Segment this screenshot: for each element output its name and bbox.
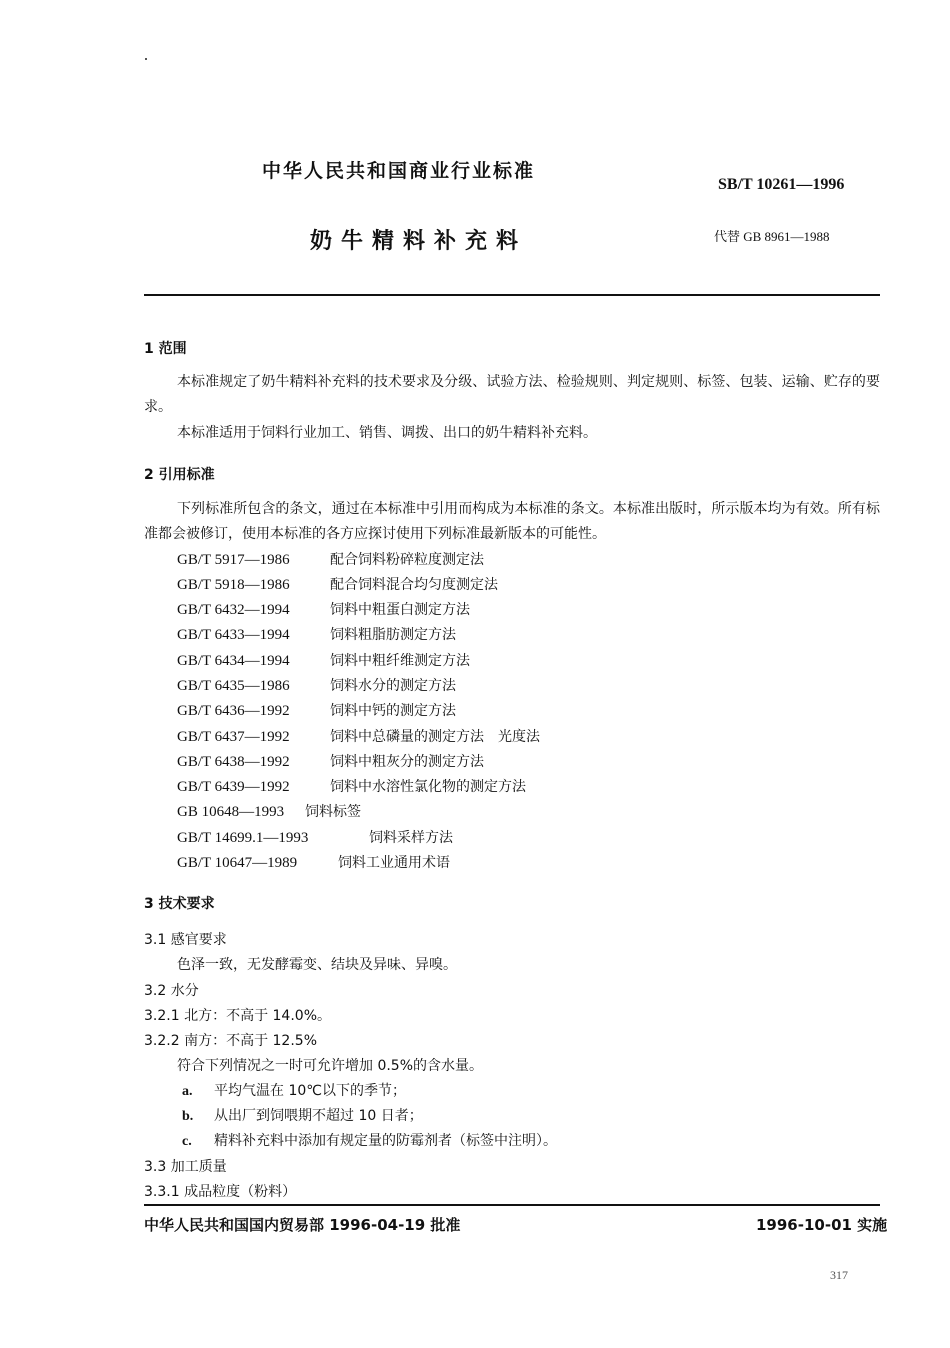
- reference-code: GB/T 5918—1986: [177, 577, 290, 593]
- reference-row: [177, 599, 470, 619]
- reference-name: 饲料采样方法: [369, 830, 453, 846]
- reference-name: 饲料工业通用术语: [338, 855, 450, 871]
- reference-code: GB/T 5917—1986: [177, 552, 290, 568]
- header-divider: [144, 294, 880, 296]
- subsection-3-3-heading: 3.3 加工质量: [144, 1159, 227, 1175]
- subsection-3-1-text: 色泽一致，无发酵霉变、结块及异味、异嗅。: [177, 957, 457, 973]
- issuing-organization: 中华人民共和国商业行业标准: [262, 160, 536, 182]
- reference-code: GB/T 6438—1992: [177, 754, 290, 770]
- reference-name: 饲料水分的测定方法: [330, 678, 456, 694]
- replaces-note: 代替 GB 8961—1988: [714, 229, 830, 244]
- section-1-heading: 1 范围: [144, 341, 187, 357]
- subsection-3-1-heading: 3.1 感官要求: [144, 932, 227, 948]
- reference-row: [177, 650, 470, 670]
- reference-row: [177, 624, 456, 644]
- reference-row: [177, 726, 540, 746]
- reference-code: GB/T 6439—1992: [177, 779, 290, 795]
- reference-row: [177, 852, 450, 872]
- reference-code: GB/T 6435—1986: [177, 678, 290, 694]
- list-item: [182, 1129, 557, 1154]
- reference-code: GB/T 6434—1994: [177, 653, 290, 669]
- page-number: 317: [830, 1268, 848, 1282]
- reference-name: 饲料标签: [305, 804, 361, 820]
- reference-name: 配合饲料混合均匀度测定法: [330, 577, 498, 593]
- section-1-paragraph-2: 本标准适用于饲料行业加工、销售、调拨、出口的奶牛精料补充料。: [177, 425, 597, 441]
- subsection-3-2-2: 3.2.2 南方：不高于 12.5%: [144, 1033, 317, 1049]
- list-item-label: a.: [182, 1084, 193, 1099]
- reference-code: GB/T 6436—1992: [177, 703, 290, 719]
- reference-row: [177, 675, 456, 695]
- list-item-label: c.: [182, 1134, 192, 1149]
- section-2-heading: 2 引用标准: [144, 467, 215, 483]
- reference-row: [177, 574, 498, 594]
- section-1-paragraph-1: 本标准规定了奶牛精料补充料的技术要求及分级、试验方法、检验规则、判定规则、标签、包装、运输、贮存的要求。: [144, 374, 880, 415]
- list-item: [182, 1104, 423, 1129]
- reference-row: [177, 827, 453, 847]
- reference-row: [177, 801, 361, 821]
- subsection-3-2-heading: 3.2 水分: [144, 983, 199, 999]
- document-title: 奶牛精料补充料: [310, 229, 528, 254]
- list-item-text: 从出厂到饲喂期不超过 10 日者；: [214, 1108, 423, 1124]
- scan-speck: [145, 58, 147, 60]
- reference-row: [177, 700, 456, 720]
- reference-code: GB/T 10647—1989: [177, 855, 298, 871]
- reference-name: 饲料中粗蛋白测定方法: [330, 602, 470, 618]
- reference-code: GB/T 6433—1994: [177, 627, 290, 643]
- reference-name: 配合饲料粉碎粒度测定法: [330, 552, 484, 568]
- list-item-text: 平均气温在 10℃以下的季节；: [214, 1083, 406, 1099]
- section-2-paragraph: 下列标准所包含的条文，通过在本标准中引用而构成为本标准的条文。本标准出版时，所示版本均为有效。所有标准都会被修订，使用本标准的各方应探讨使用下列标准最新版本的可能性。: [144, 501, 880, 542]
- reference-name: 饲料中粗纤维测定方法: [330, 653, 470, 669]
- subsection-3-3-1: 3.3.1 成品粒度（粉料）: [144, 1184, 297, 1200]
- list-item: [182, 1079, 406, 1104]
- approval-note: 中华人民共和国国内贸易部 1996-04-19 批准: [144, 1216, 461, 1234]
- section-3-heading: 3 技术要求: [144, 896, 215, 912]
- reference-row: [177, 776, 526, 796]
- reference-row: [177, 549, 484, 569]
- reference-name: 饲料中粗灰分的测定方法: [330, 754, 484, 770]
- standard-code: SB/T 10261—1996: [718, 176, 845, 193]
- reference-name: 饲料中钙的测定方法: [330, 703, 456, 719]
- footer-divider: [144, 1204, 880, 1206]
- reference-code: GB/T 6432—1994: [177, 602, 290, 618]
- list-item-text: 精料补充料中添加有规定量的防霉剂者（标签中注明）。: [214, 1133, 557, 1149]
- reference-name: 饲料中总磷量的测定方法 光度法: [330, 729, 540, 745]
- reference-code: GB/T 14699.1—1993: [177, 830, 309, 846]
- list-item-label: b.: [182, 1109, 194, 1124]
- reference-code: GB 10648—1993: [177, 804, 285, 820]
- reference-code: GB/T 6437—1992: [177, 729, 290, 745]
- subsection-3-2-1: 3.2.1 北方：不高于 14.0%。: [144, 1008, 331, 1024]
- reference-name: 饲料粗脂肪测定方法: [330, 627, 456, 643]
- effective-date: 1996-10-01 实施: [756, 1216, 888, 1234]
- reference-row: [177, 751, 484, 771]
- subsection-3-2-2-text: 符合下列情况之一时可允许增加 0.5%的含水量。: [177, 1058, 484, 1074]
- reference-name: 饲料中水溶性氯化物的测定方法: [330, 779, 526, 795]
